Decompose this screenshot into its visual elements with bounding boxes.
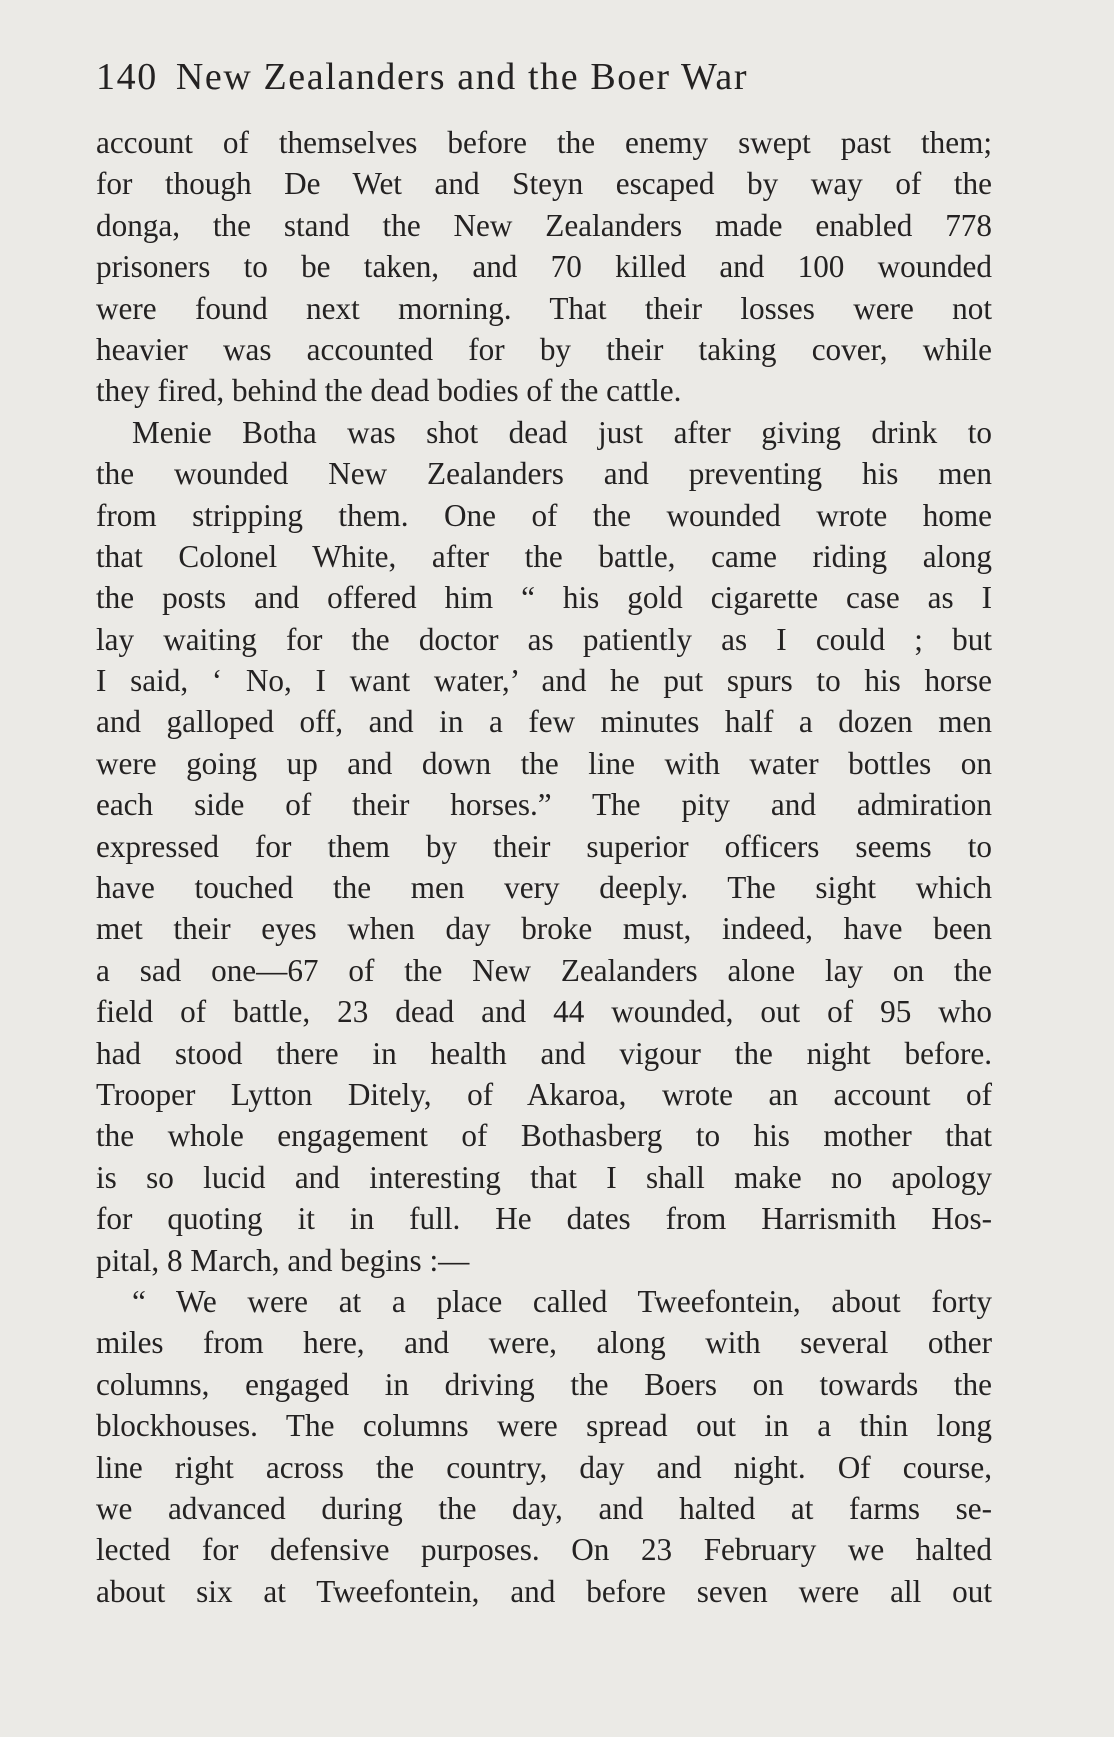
text-line: field of battle, 23 dead and 44 wounded, out of 95 who: [96, 994, 992, 1030]
text-line: each side of their horses.” The pity and admiration: [96, 787, 992, 823]
text-line: the wounded New Zealanders and preventing his men: [96, 456, 992, 492]
text-line: a sad one—67 of the New Zealanders alone lay on the: [96, 952, 992, 988]
text-line: for quoting it in full. He dates from Harrismith Hos-: [96, 1201, 992, 1237]
text-line: have touched the men very deeply. The sight which: [96, 870, 992, 906]
text-line: prisoners to be taken, and 70 killed and 100 wounded: [96, 249, 992, 285]
text-line: pital, 8 March, and begins :—: [96, 1242, 470, 1278]
text-line: that Colonel White, after the battle, came riding along: [96, 538, 992, 574]
text-line: columns, engaged in driving the Boers on towards the: [96, 1366, 992, 1402]
text-line: I said, ‘ No, I want water,’ and he put spurs to his horse: [96, 663, 992, 699]
text-line: the posts and offered him “ his gold cigarette case as I: [96, 580, 992, 616]
text-line: Trooper Lytton Ditely, of Akaroa, wrote an account of: [96, 1076, 992, 1112]
running-head: [96, 52, 748, 102]
text-line: the whole engagement of Bothasberg to his mother that: [96, 1118, 992, 1154]
text-line: they fired, behind the dead bodies of the cattle.: [96, 373, 682, 409]
text-line: were going up and down the line with water bottles on: [96, 745, 992, 781]
text-line: we advanced during the day, and halted at farms se-: [96, 1490, 992, 1526]
text-line: had stood there in health and vigour the night before.: [96, 1035, 992, 1071]
text-line: Menie Botha was shot dead just after giving drink to: [132, 414, 992, 450]
text-line: and galloped off, and in a few minutes half a dozen men: [96, 704, 992, 740]
text-line: expressed for them by their superior officers seems to: [96, 828, 992, 864]
text-line: heavier was accounted for by their taking cover, while: [96, 331, 992, 367]
text-line: account of themselves before the enemy swept past them;: [96, 125, 992, 160]
page-number: 140: [96, 56, 158, 98]
text-line: met their eyes when day broke must, indeed, have been: [96, 911, 992, 947]
text-line: blockhouses. The columns were spread out in a thin long: [96, 1408, 992, 1444]
text-line: lected for defensive purposes. On 23 February we halted: [96, 1532, 992, 1568]
text-line: were found next morning. That their losses were not: [96, 290, 992, 326]
text-line: for though De Wet and Steyn escaped by way of the: [96, 166, 992, 202]
text-line: lay waiting for the doctor as patiently as I could ; but: [96, 621, 992, 657]
paragraph: [96, 1281, 992, 1612]
running-title: New Zealanders and the Boer War: [175, 56, 749, 98]
paragraph: [96, 412, 992, 1281]
text-line: about six at Tweefontein, and before seven were all out: [96, 1573, 992, 1609]
paragraph: [96, 122, 992, 412]
text-line: donga, the stand the New Zealanders made enabled 778: [96, 207, 992, 243]
text-line: “ We were at a place called Tweefontein, about forty: [132, 1283, 992, 1319]
body-text: [96, 122, 992, 1612]
text-line: miles from here, and were, along with several other: [96, 1325, 992, 1361]
text-line: from stripping them. One of the wounded wrote home: [96, 497, 992, 533]
text-line: is so lucid and interesting that I shall make no apology: [96, 1159, 992, 1195]
text-line: line right across the country, day and night. Of course,: [96, 1449, 992, 1485]
